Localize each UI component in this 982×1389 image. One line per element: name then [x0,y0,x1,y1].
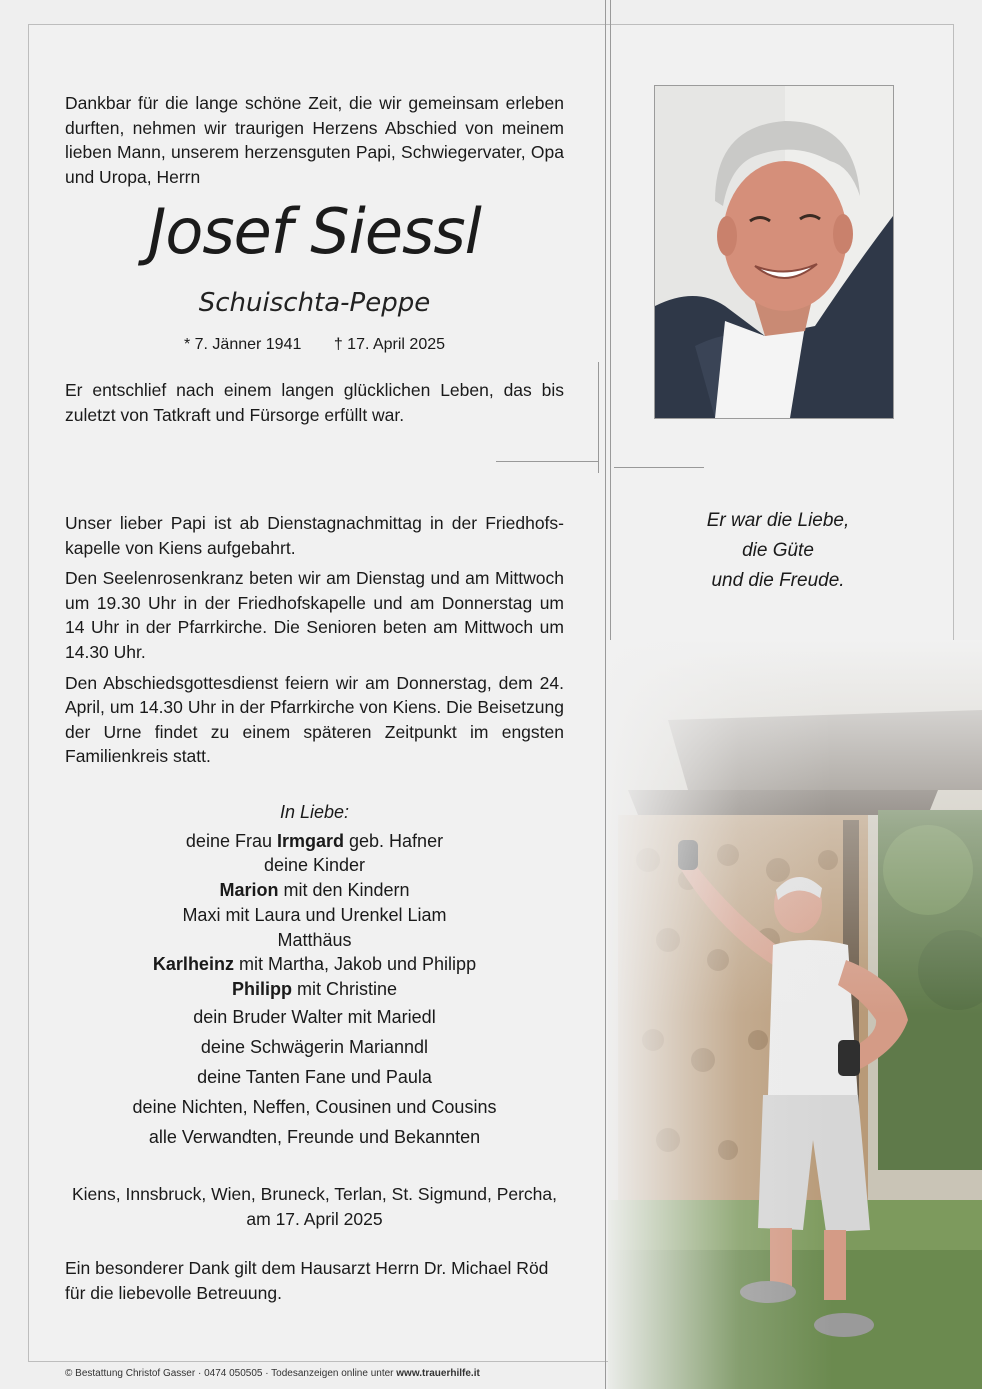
places-block [65,1182,564,1231]
family-brother: dein Bruder Walter mit Mariedl [193,1006,436,1027]
passing-text: Er entschlief nach einem langen glücklichen Leben, das bis zuletzt von Tatkraft und Fürsorge erfüllt war. [65,380,564,425]
info-paragraph-funeral: Den Abschiedsgottesdienst feiern wir am Donnerstag, dem 24. April, um 14.30 Uhr in der Pfarrkirche von Kiens. Die Beisetzung der Urne findet zu einem späteren Zeitpunkt im engsten Familienkreis statt. [65,672,564,767]
family-sister-in-law: deine Schwägerin Marianndl [200,1036,429,1057]
cross-join [598,461,599,473]
info-paragraph-rosary: Den Seelenrosenkranz beten wir am Dienstag und am Mittwoch um 19.30 Uhr in der Friedhofskapelle und am Donnerstag um 14 Uhr in der Pfarrkirche. Die Senioren beten am Mittwoch um 14.30 Uhr. [65,568,564,662]
quote-line-2: die Güte [742,540,814,561]
family-child-3: Philipp mit Christine [231,978,398,999]
family-aunts: deine Tanten Fane und Paula [197,1066,432,1087]
family-child-2: Karlheinz mit Martha, Jakob und Philipp [152,954,477,975]
footer-link[interactable]: www.trauerhilfe.it [396,1368,480,1379]
family-grandchild-2: Matthäus [277,929,352,950]
info-block [65,511,564,769]
family-list [65,800,564,1152]
deceased-nickname: Schuischta-Peppe [198,288,431,318]
quote-line-1: Er war die Liebe, [706,510,850,531]
cross-left-upper [598,362,599,462]
death-date: † 17. April 2025 [333,336,446,353]
portrait-photo [654,85,894,419]
family-relatives: alle Verwandten, Freunde und Bekannten [148,1126,481,1147]
places-line: Kiens, Innsbruck, Wien, Bruneck, Terlan, St. Sigmund, Percha, [71,1184,558,1204]
memorial-woodpile-photo [608,640,982,1389]
footer-credit [65,1368,480,1379]
family-children-label: deine Kinder [263,855,366,876]
family-nieces: deine Nichten, Neffen, Cousinen und Cousins [132,1096,497,1117]
intro-text: Dankbar für die lange schöne Zeit, die wir gemeinsam erleben durften, nehmen wir traurigen Herzens Abschied von meinem lieben Mann, unserem herzensguten Papi, Schwiegervater, Opa und Uropa, Herrn [65,93,564,187]
family-grandchildren: Maxi mit Laura und Urenkel Liam [182,904,447,925]
footer-text: © Bestattung Christof Gasser · 0474 050505 · Todesanzeigen online unter [65,1368,397,1379]
cross-arm-left [496,461,598,462]
quote-line-3: und die Freude. [711,570,845,591]
family-child-1: Marion mit den Kindern [219,880,410,901]
places-date: am 17. April 2025 [246,1208,383,1229]
family-wife: deine Frau Irmgard geb. Hafner [185,830,444,851]
memorial-quote [640,506,916,596]
thanks-text: Ein besonderer Dank gilt dem Hausarzt Herrn Dr. Michael Röd für die liebevolle Betreuung. [65,1258,549,1303]
birth-date: * 7. Jänner 1941 [183,336,302,353]
info-paragraph-viewing: Unser lieber Papi ist ab Dienstagnachmittag in der Friedhofskapelle von Kiens aufgebahrt. [65,513,564,558]
deceased-name: Josef Siessl [148,195,481,268]
family-heading: In Liebe: [279,802,350,822]
life-dates [65,336,564,354]
divider-line-left [605,0,606,1389]
cross-arm-right [614,467,704,468]
